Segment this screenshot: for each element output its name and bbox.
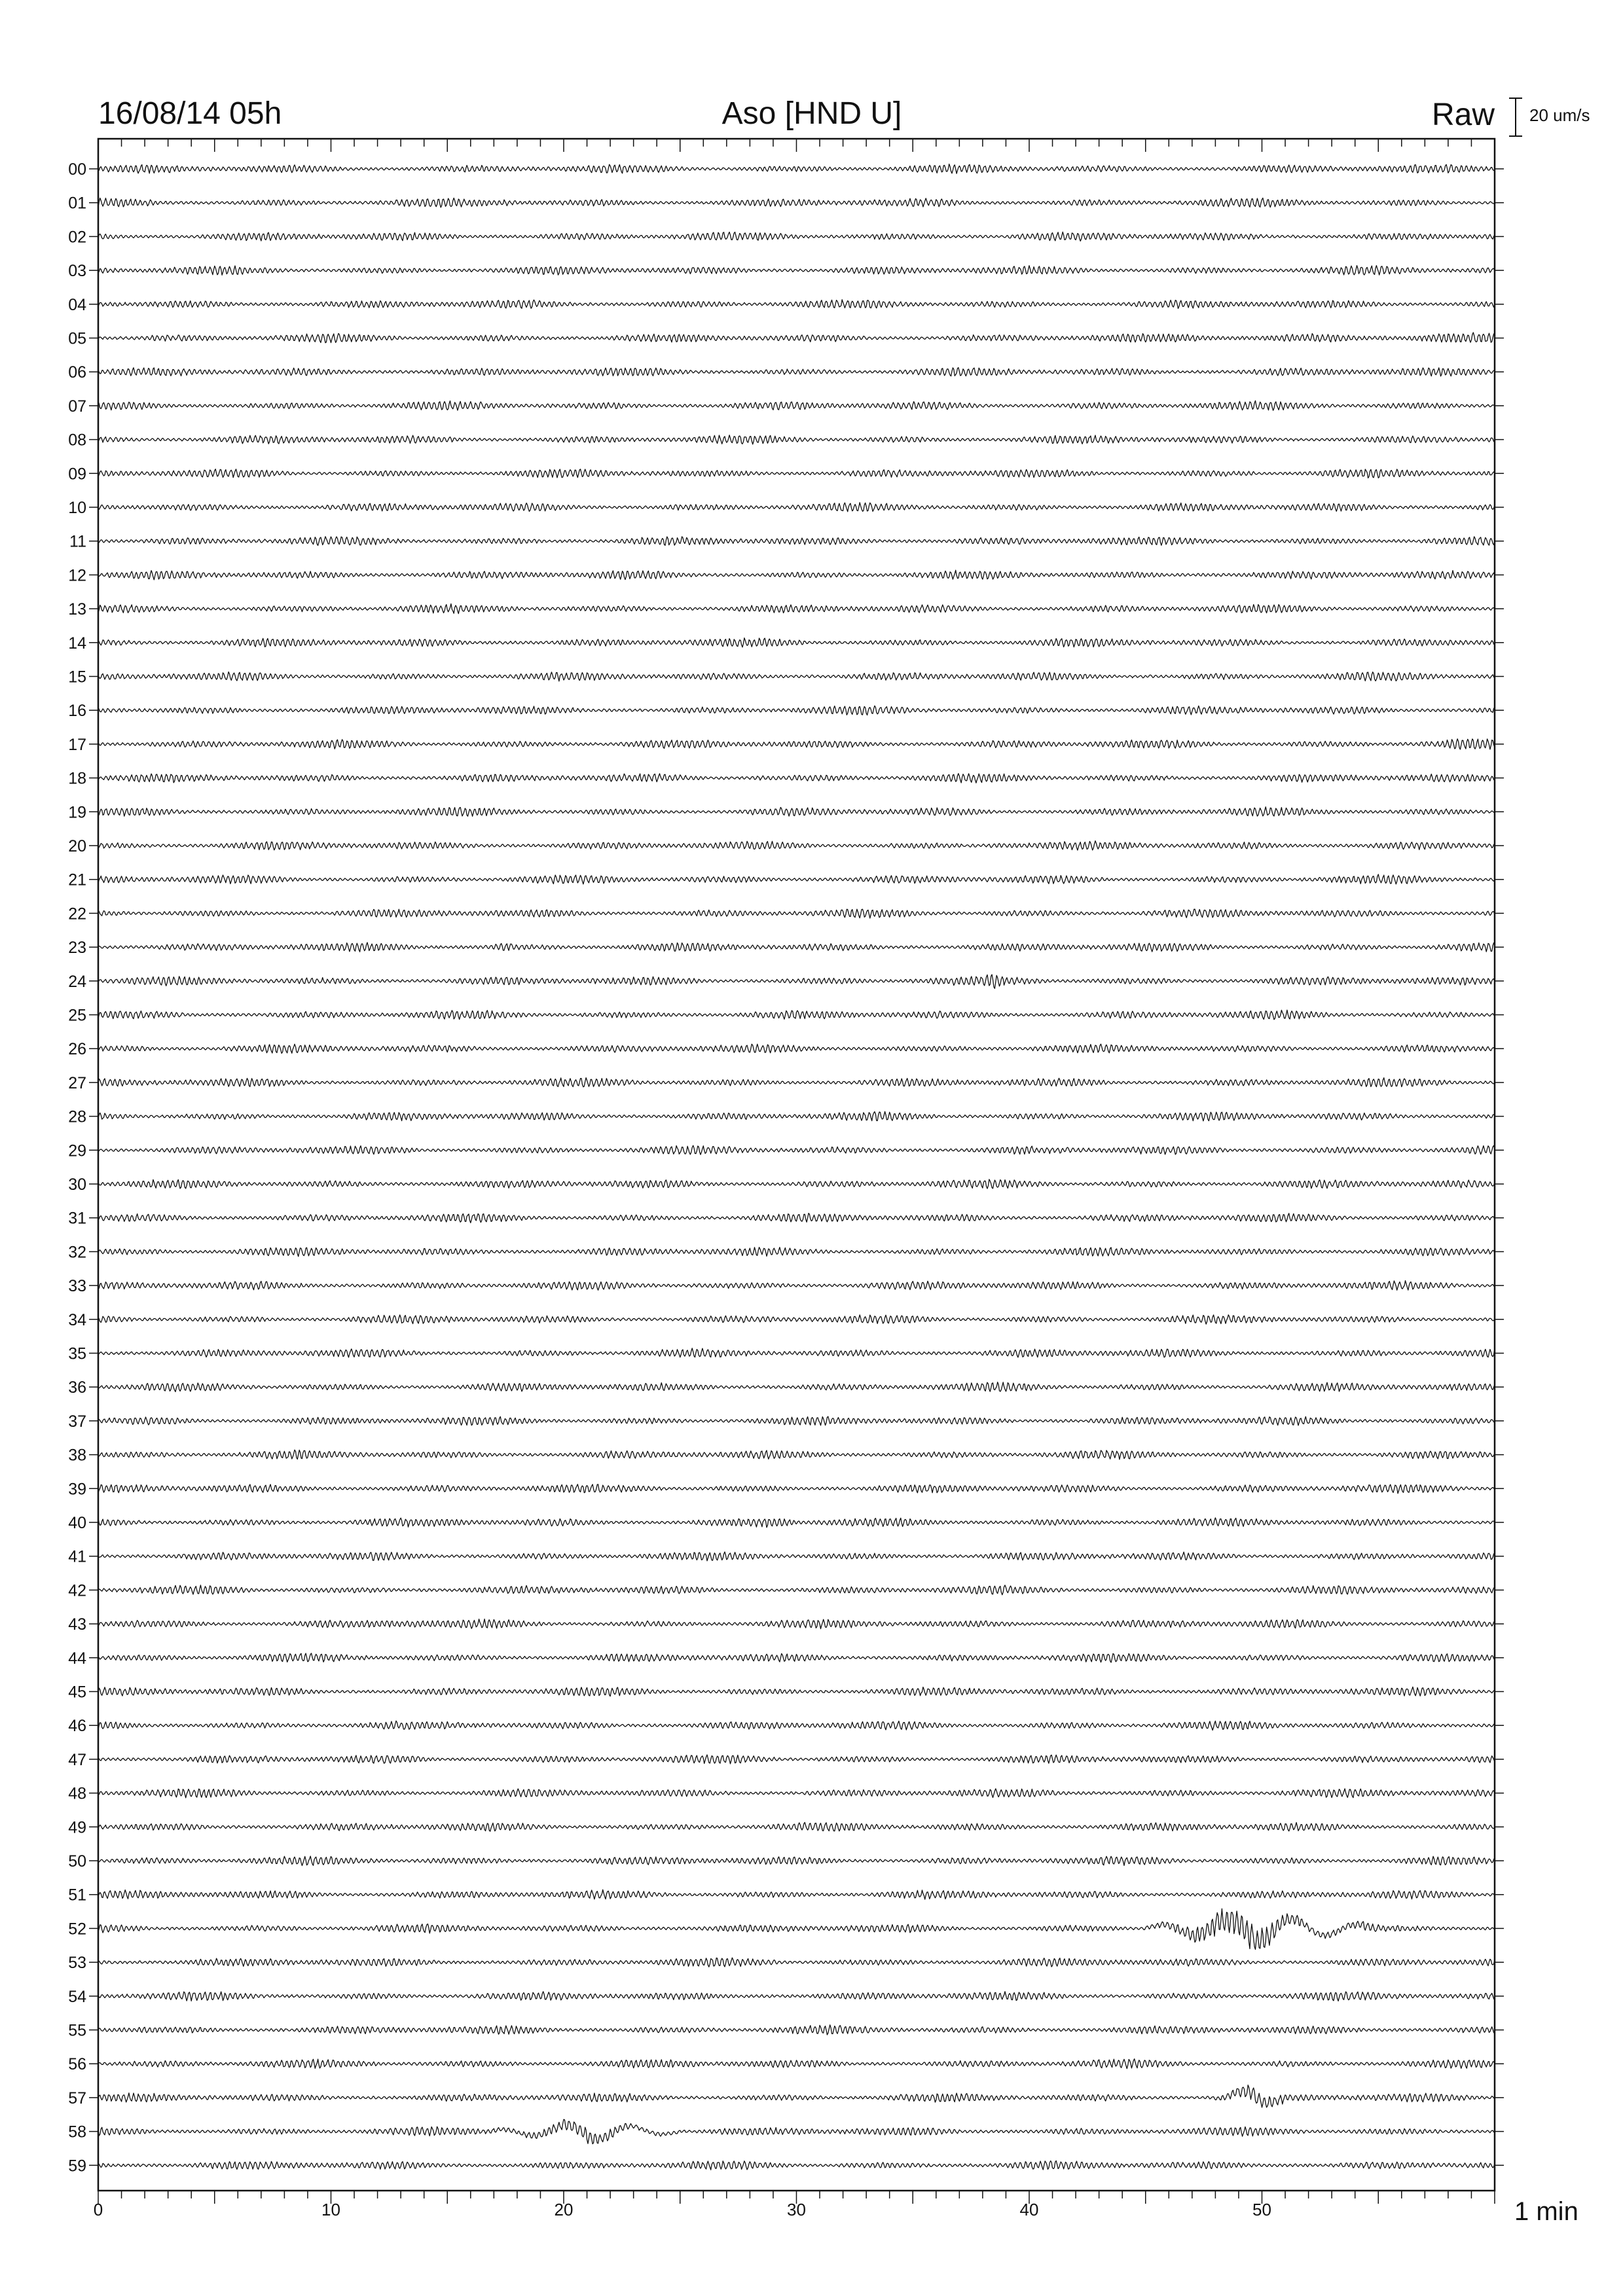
row-label: 19 [68,803,86,822]
trace-row [68,702,1504,720]
trace-row [68,566,1504,584]
plot-frame [98,139,1495,2191]
trace-row [68,1514,1504,1532]
seismic-trace [98,1111,1495,1121]
x-tick-label: 40 [1019,2200,1039,2219]
seismic-trace [98,706,1495,715]
trace-row [68,1378,1504,1397]
x-tick-label: 50 [1252,2200,1271,2219]
seismic-trace [98,1687,1495,1696]
seismic-trace [98,604,1495,614]
row-label: 06 [68,363,86,382]
row-label: 49 [68,1818,86,1837]
x-tick-label: 10 [321,2200,340,2219]
seismic-trace [98,1247,1495,1257]
trace-row [68,1007,1504,1025]
trace-row [68,2085,1504,2108]
seismic-trace [98,1789,1495,1798]
seismic-trace [98,909,1495,918]
row-label: 58 [68,2123,86,2142]
trace-rows [68,160,1504,2175]
seismic-trace [98,332,1495,343]
row-label: 20 [68,837,86,855]
trace-row [68,803,1504,821]
row-label: 43 [68,1615,86,1634]
row-label: 37 [68,1412,86,1431]
trace-row [68,1210,1504,1228]
trace-row [68,397,1504,416]
row-label: 32 [68,1243,86,1262]
scale-label: 20 um/s [1529,105,1590,125]
trace-row [68,1311,1504,1329]
row-label: 24 [68,972,86,991]
row-label: 15 [68,668,86,687]
trace-row [68,1243,1504,1261]
trace-row [68,2119,1504,2144]
trace-row [68,736,1504,754]
row-label: 38 [68,1446,86,1465]
row-label: 12 [68,566,86,585]
row-label: 26 [68,1040,86,1059]
seismic-trace [98,1755,1495,1764]
seismic-trace [98,266,1495,276]
seismic-trace [98,1585,1495,1595]
seismic-trace [98,774,1495,783]
x-axis-label: 1 min [1514,2197,1578,2226]
seismic-trace [98,469,1495,478]
trace-row [68,939,1504,957]
seismic-trace [98,2059,1495,2069]
row-label: 18 [68,769,86,788]
row-label: 08 [68,431,86,450]
trace-row [68,1345,1504,1363]
trace-row [68,668,1504,687]
seismic-trace [98,1179,1495,1189]
seismic-trace [98,1958,1495,1967]
seismic-trace [98,1315,1495,1324]
seismic-trace [98,1044,1495,1053]
seismic-trace [98,435,1495,444]
seismic-trace [98,1382,1495,1392]
date-hour-label: 16/08/14 05h [98,96,282,131]
row-label: 50 [68,1852,86,1871]
trace-row [68,905,1504,923]
row-label: 11 [69,532,86,551]
trace-row [68,1175,1504,1194]
seismic-trace [98,1145,1495,1155]
row-label: 56 [68,2055,86,2074]
row-label: 22 [68,905,86,924]
trace-row [68,1954,1504,1972]
row-label: 25 [68,1006,86,1025]
trace-row [69,533,1504,551]
seismic-trace [98,2161,1495,2170]
seismic-trace [98,1450,1495,1460]
trace-row [68,973,1504,991]
seismic-trace [98,1909,1495,1949]
row-label: 46 [68,1717,86,1736]
seismic-trace [98,164,1495,174]
row-label: 05 [68,329,86,348]
row-label: 10 [68,499,86,517]
seismic-trace [98,1992,1495,2001]
trace-row [68,194,1504,213]
trace-row [68,1886,1504,1905]
row-label: 45 [68,1683,86,1702]
row-label: 30 [68,1175,86,1194]
row-label: 21 [68,870,86,889]
seismic-trace [98,1281,1495,1291]
trace-row [68,600,1504,619]
trace-row [68,2022,1504,2040]
x-tick-label: 0 [93,2200,103,2219]
trace-row [68,1615,1504,1634]
seismic-trace [98,1619,1495,1629]
row-label: 48 [68,1784,86,1803]
row-label: 53 [68,1954,86,1973]
seismic-trace [98,1822,1495,1831]
seismic-trace [98,2085,1495,2108]
trace-row [68,1683,1504,1702]
trace-row [68,1108,1504,1126]
seismic-trace [98,874,1495,884]
chart-title: Aso [HND U] [721,96,902,131]
row-label: 17 [68,735,86,754]
row-label: 34 [68,1310,86,1329]
seismic-trace [98,1348,1495,1357]
trace-row [68,228,1504,246]
seismic-trace [98,841,1495,850]
seismic-trace [98,807,1495,816]
row-label: 16 [68,702,86,721]
row-label: 40 [68,1514,86,1532]
trace-row [68,1040,1504,1058]
row-label: 42 [68,1581,86,1600]
trace-row [68,2055,1504,2073]
row-label: 00 [68,160,86,179]
x-tick-label: 20 [554,2200,574,2219]
seismic-trace [98,1856,1495,1865]
trace-row [68,499,1504,517]
seismic-trace [98,1890,1495,1899]
row-label: 09 [68,465,86,484]
row-label: 02 [68,228,86,247]
trace-row [68,1074,1504,1092]
row-label: 52 [68,1920,86,1939]
row-label: 54 [68,1987,86,2006]
trace-row [68,871,1504,889]
trace-row [68,1548,1504,1566]
seismic-trace [98,368,1495,376]
row-label: 51 [68,1886,86,1905]
seismic-trace [98,942,1495,952]
row-label: 07 [68,397,86,416]
trace-row [68,2157,1504,2175]
seismic-trace [98,232,1495,241]
trace-row [68,1412,1504,1431]
seismic-trace [98,975,1495,988]
seismic-trace [98,1552,1495,1561]
trace-row [68,1480,1504,1498]
row-label: 03 [68,262,86,281]
row-label: 14 [68,634,86,653]
trace-row [68,1852,1504,1871]
row-label: 57 [68,2089,86,2108]
row-label: 39 [68,1480,86,1499]
trace-row [68,262,1504,280]
seismic-trace [98,503,1495,512]
trace-row [68,160,1504,179]
row-label: 41 [68,1547,86,1566]
seismic-trace [98,300,1495,309]
trace-row [68,1141,1504,1160]
trace-row [68,1751,1504,1769]
seismic-trace [98,401,1495,410]
trace-row [68,1717,1504,1735]
trace-row [68,837,1504,855]
x-tick-label: 30 [787,2200,806,2219]
mode-label: Raw [1431,98,1495,132]
amplitude-scale-bar [1509,98,1522,136]
seismic-trace [98,2119,1495,2144]
trace-row [68,296,1504,314]
trace-row [68,330,1504,348]
seismic-trace [98,672,1495,681]
row-label: 47 [68,1750,86,1769]
trace-row [68,363,1504,382]
row-label: 33 [68,1277,86,1296]
seismic-trace [98,1518,1495,1528]
seismic-trace [98,1010,1495,1020]
row-label: 29 [68,1141,86,1160]
trace-row [68,1649,1504,1668]
trace-row [68,770,1504,788]
row-label: 23 [68,939,86,958]
seismic-trace [98,1484,1495,1494]
top-tick-marks [98,139,1495,152]
trace-row [68,431,1504,450]
row-label: 04 [68,295,86,314]
row-label: 36 [68,1378,86,1397]
seismic-trace [98,1721,1495,1730]
seismic-trace [98,1653,1495,1662]
row-label: 44 [68,1649,86,1668]
seismic-trace [98,198,1495,207]
seismic-trace [98,739,1495,749]
trace-row [68,1909,1504,1949]
trace-row [68,1818,1504,1837]
seismic-trace [98,1078,1495,1087]
seismic-trace [98,2025,1495,2035]
trace-row [68,1277,1504,1295]
row-label: 31 [68,1209,86,1228]
seismic-trace [98,537,1495,546]
trace-row [68,1581,1504,1600]
row-label: 01 [68,194,86,213]
row-label: 27 [68,1073,86,1092]
trace-row [68,1446,1504,1465]
row-label: 55 [68,2021,86,2040]
row-label: 35 [68,1344,86,1363]
trace-row [68,1785,1504,1803]
row-label: 13 [68,600,86,619]
seismic-trace [98,638,1495,647]
seismic-trace [98,1213,1495,1223]
row-label: 59 [68,2157,86,2176]
x-tick-labels [94,2200,1271,2219]
seismic-trace [98,570,1495,580]
row-label: 28 [68,1107,86,1126]
seismic-trace [98,1416,1495,1426]
trace-row [68,465,1504,483]
trace-row [68,634,1504,653]
trace-row [68,1988,1504,2006]
